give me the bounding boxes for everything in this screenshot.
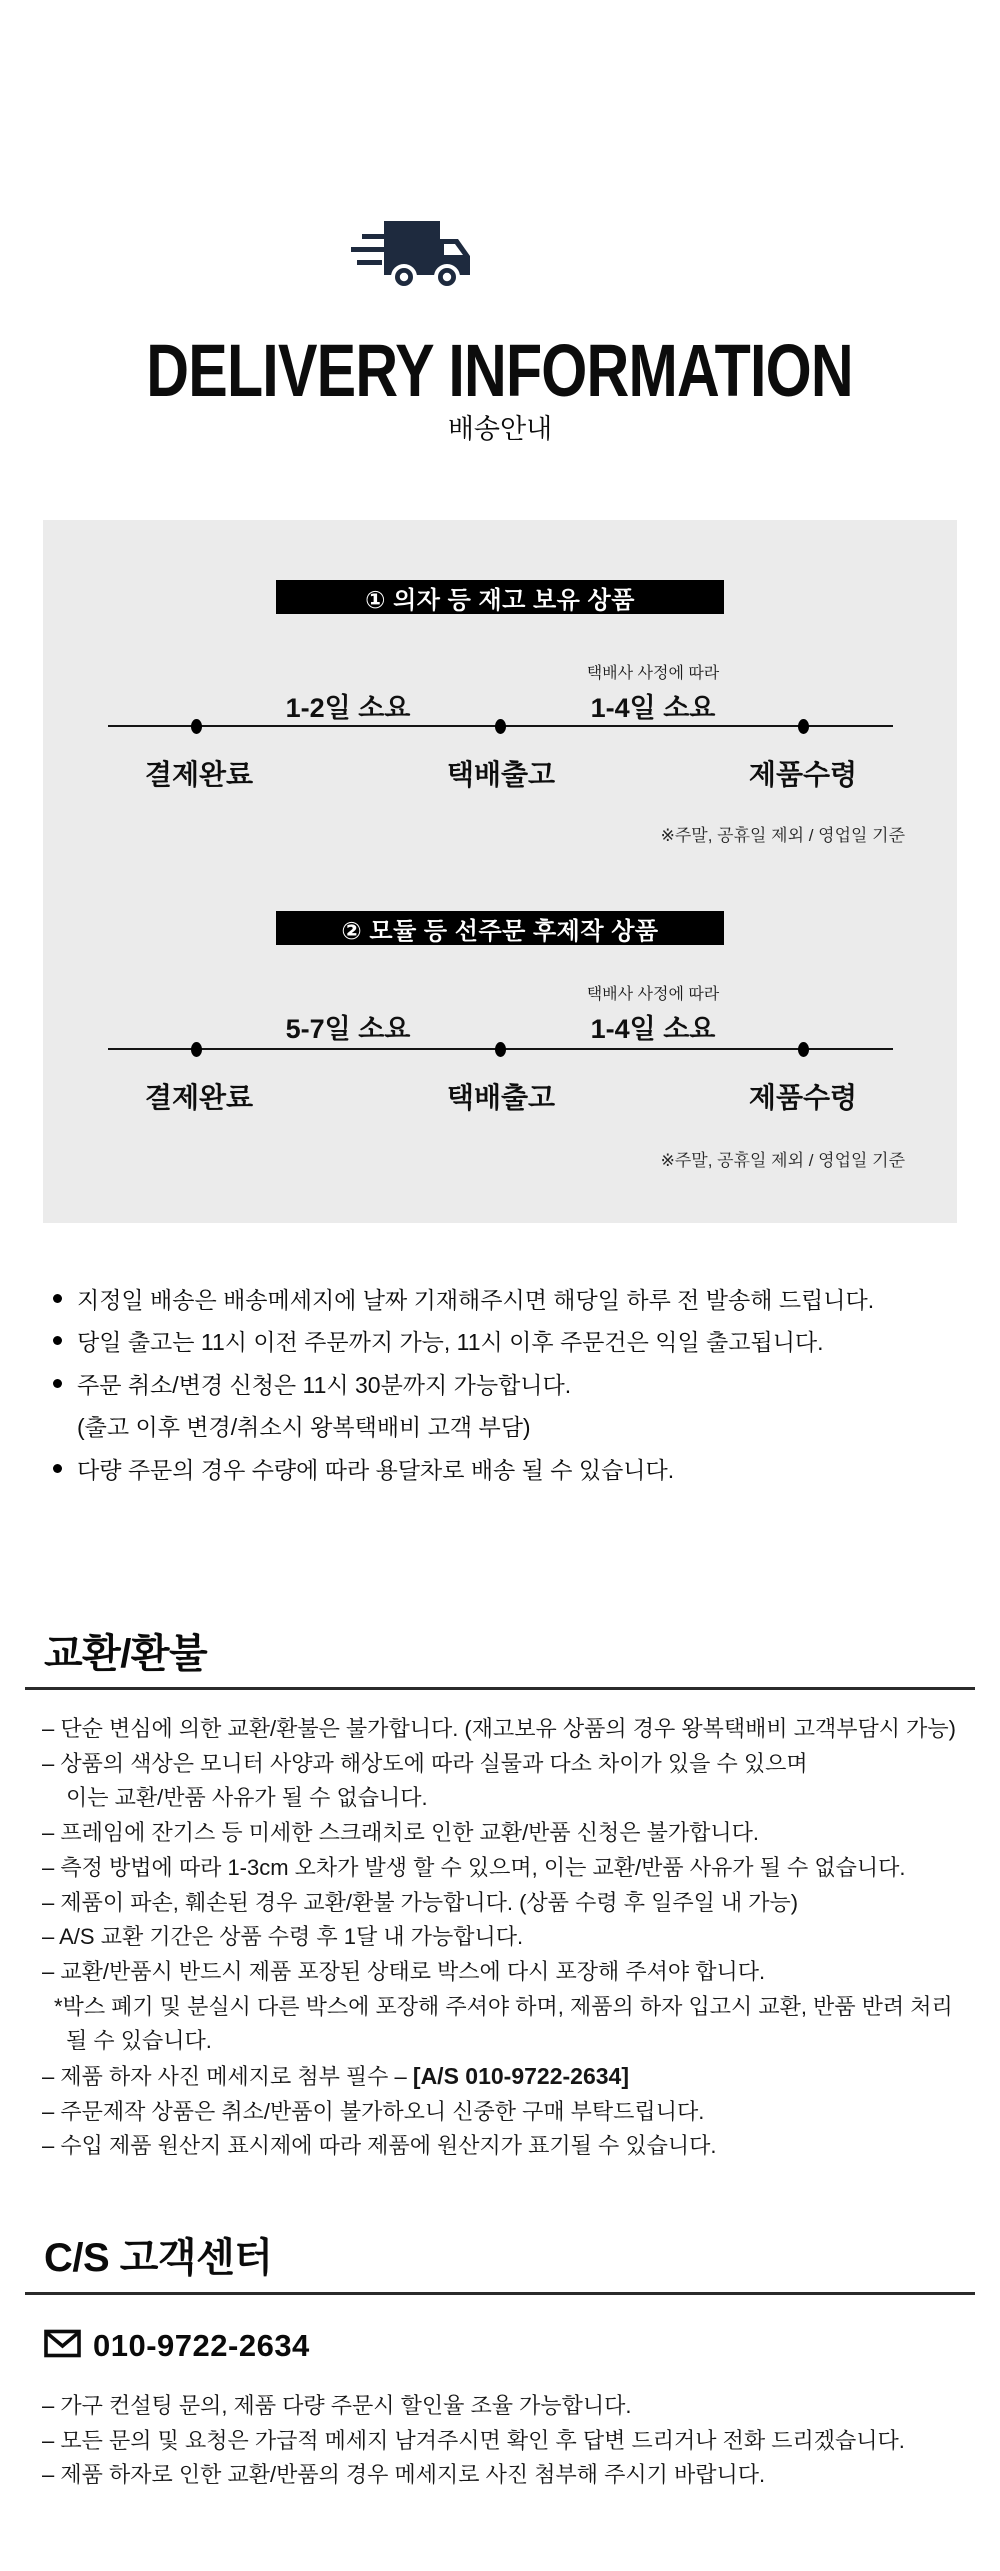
cs-phone-row — [44, 2328, 310, 2364]
business-days-footnote: ※주말, 공휴일 제외 / 영업일 기준 — [660, 1151, 905, 1170]
step-product-received: 제품수령 — [748, 1082, 858, 1113]
list-item: – 수입 제품 원산지 표시제에 따라 제품에 원산지가 표기될 수 있습니다. — [42, 2133, 717, 2159]
envelope-icon — [44, 2329, 93, 2363]
list-item — [53, 1320, 973, 1363]
timeline-dot — [495, 1042, 506, 1057]
section-divider — [25, 1687, 975, 1690]
note-text: 주문 취소/변경 신청은 11시 30분까지 가능합니다. — [77, 1371, 572, 1398]
step-payment-complete: 결제완료 — [144, 759, 254, 790]
list-item — [53, 1447, 973, 1490]
duration-ship-to-receive: 1-4일 소요 — [590, 693, 716, 723]
list-item — [42, 2059, 978, 2095]
section-badge-made-to-order: ② 모듈 등 선주문 후제작 상품 — [276, 911, 724, 945]
timeline-dot — [798, 1042, 809, 1057]
cs-notes-list — [42, 2389, 978, 2493]
delivery-truck-icon — [348, 211, 472, 295]
page-subtitle: 배송안내 — [447, 414, 553, 444]
duration-payment-to-ship: 5-7일 소요 — [285, 1014, 411, 1044]
list-item: – 가구 컨설팅 문의, 제품 다량 주문시 할인율 조율 가능합니다. — [42, 2393, 632, 2418]
page-title — [0, 329, 1000, 412]
refund-section-title: 교환/환불 — [44, 1632, 208, 1676]
timeline-dot — [798, 719, 809, 734]
carrier-note: 택배사 사정에 따라 — [586, 665, 720, 682]
list-item: – 교환/반품시 반드시 제품 포장된 상태로 박스에 다시 포장해 주셔야 합니다. — [42, 1958, 766, 1984]
shipping-notes-list — [53, 1277, 973, 1490]
note-text: 지정일 배송은 배송메세지에 날짜 기재해주시면 해당일 하루 전 발송해 드립니다. — [77, 1286, 875, 1313]
as-phone-number: [A/S 010-9722-2634] — [412, 2063, 629, 2090]
list-item-continuation — [53, 1405, 973, 1448]
delivery-info-panel — [43, 520, 957, 1223]
list-item: – 프레임에 잔기스 등 미세한 스크래치로 인한 교환/반품 신청은 불가합니다. — [42, 1820, 760, 1846]
list-item: – 측정 방법에 따라 1-3cm 오차가 발생 할 수 있으며, 이는 교환/반품 사유가 될 수 없습니다. — [42, 1854, 906, 1880]
cs-phone-number: 010-9722-2634 — [93, 2328, 310, 2363]
note-text: 다량 주문의 경우 수량에 따라 용달차로 배송 될 수 있습니다. — [77, 1456, 675, 1483]
list-item: – 제품이 파손, 훼손된 경우 교환/환불 가능합니다. (상품 수령 후 일주일 내 가능) — [42, 1889, 799, 1915]
step-payment-complete: 결제완료 — [144, 1082, 254, 1113]
step-shipping-out: 택배출고 — [446, 759, 556, 790]
timeline-dot — [191, 1042, 202, 1057]
section-badge-stocked: ① 의자 등 재고 보유 상품 — [276, 580, 724, 614]
list-item: – 제품 하자로 인한 교환/반품의 경우 메세지로 사진 첨부해 주시기 바랍니다. — [42, 2462, 766, 2487]
cs-section-title: C/S 고객센터 — [44, 2236, 273, 2280]
bullet-icon — [53, 1336, 62, 1345]
bullet-icon — [53, 1464, 62, 1473]
list-item: – 주문제작 상품은 취소/반품이 불가하오니 신중한 구매 부탁드립니다. — [42, 2098, 705, 2124]
timeline-dot — [495, 719, 506, 734]
list-item: – 단순 변심에 의한 교환/환불은 불가합니다. (재고보유 상품의 경우 왕복택배비 고객부담시 가능) — [42, 1716, 956, 1741]
list-item — [53, 1362, 973, 1405]
list-item-continuation: *박스 폐기 및 분실시 다른 박스에 포장해 주셔야 하며, 제품의 하자 입고시 교환, 반품 반려 처리 — [54, 1993, 953, 2019]
duration-ship-to-receive: 1-4일 소요 — [590, 1014, 716, 1044]
list-item-continuation: 될 수 있습니다. — [66, 2028, 212, 2054]
list-item: – 상품의 색상은 모니터 사양과 해상도에 따라 실물과 다소 차이가 있을 수 있으며 — [42, 1750, 808, 1776]
bullet-icon — [53, 1379, 62, 1388]
step-shipping-out: 택배출고 — [446, 1082, 556, 1113]
list-item-continuation: 이는 교환/반품 사유가 될 수 없습니다. — [66, 1785, 428, 1811]
timeline-dot — [191, 719, 202, 734]
refund-policy-list — [42, 1712, 978, 2164]
note-text: 당일 출고는 11시 이전 주문까지 가능, 11시 이후 주문건은 익일 출고됩니다. — [77, 1329, 824, 1356]
step-product-received: 제품수령 — [748, 759, 858, 790]
duration-payment-to-ship: 1-2일 소요 — [285, 693, 411, 723]
list-item: – 모든 문의 및 요청은 가급적 메세지 남겨주시면 확인 후 답변 드리거나 전화 드리겠습니다. — [42, 2427, 905, 2453]
list-item: – A/S 교환 기간은 상품 수령 후 1달 내 가능합니다. — [42, 1924, 524, 1950]
business-days-footnote: ※주말, 공휴일 제외 / 영업일 기준 — [660, 826, 905, 845]
carrier-note: 택배사 사정에 따라 — [586, 986, 720, 1003]
page-title-text: DELIVERY INFORMATION — [146, 329, 854, 412]
list-item — [53, 1277, 973, 1320]
note-text: (출고 이후 변경/취소시 왕복택배비 고객 부담) — [77, 1414, 531, 1441]
list-item-text: – 제품 하자 사진 메세지로 첨부 필수 – — [42, 2064, 413, 2090]
section-divider — [25, 2292, 975, 2295]
bullet-icon — [53, 1294, 62, 1303]
